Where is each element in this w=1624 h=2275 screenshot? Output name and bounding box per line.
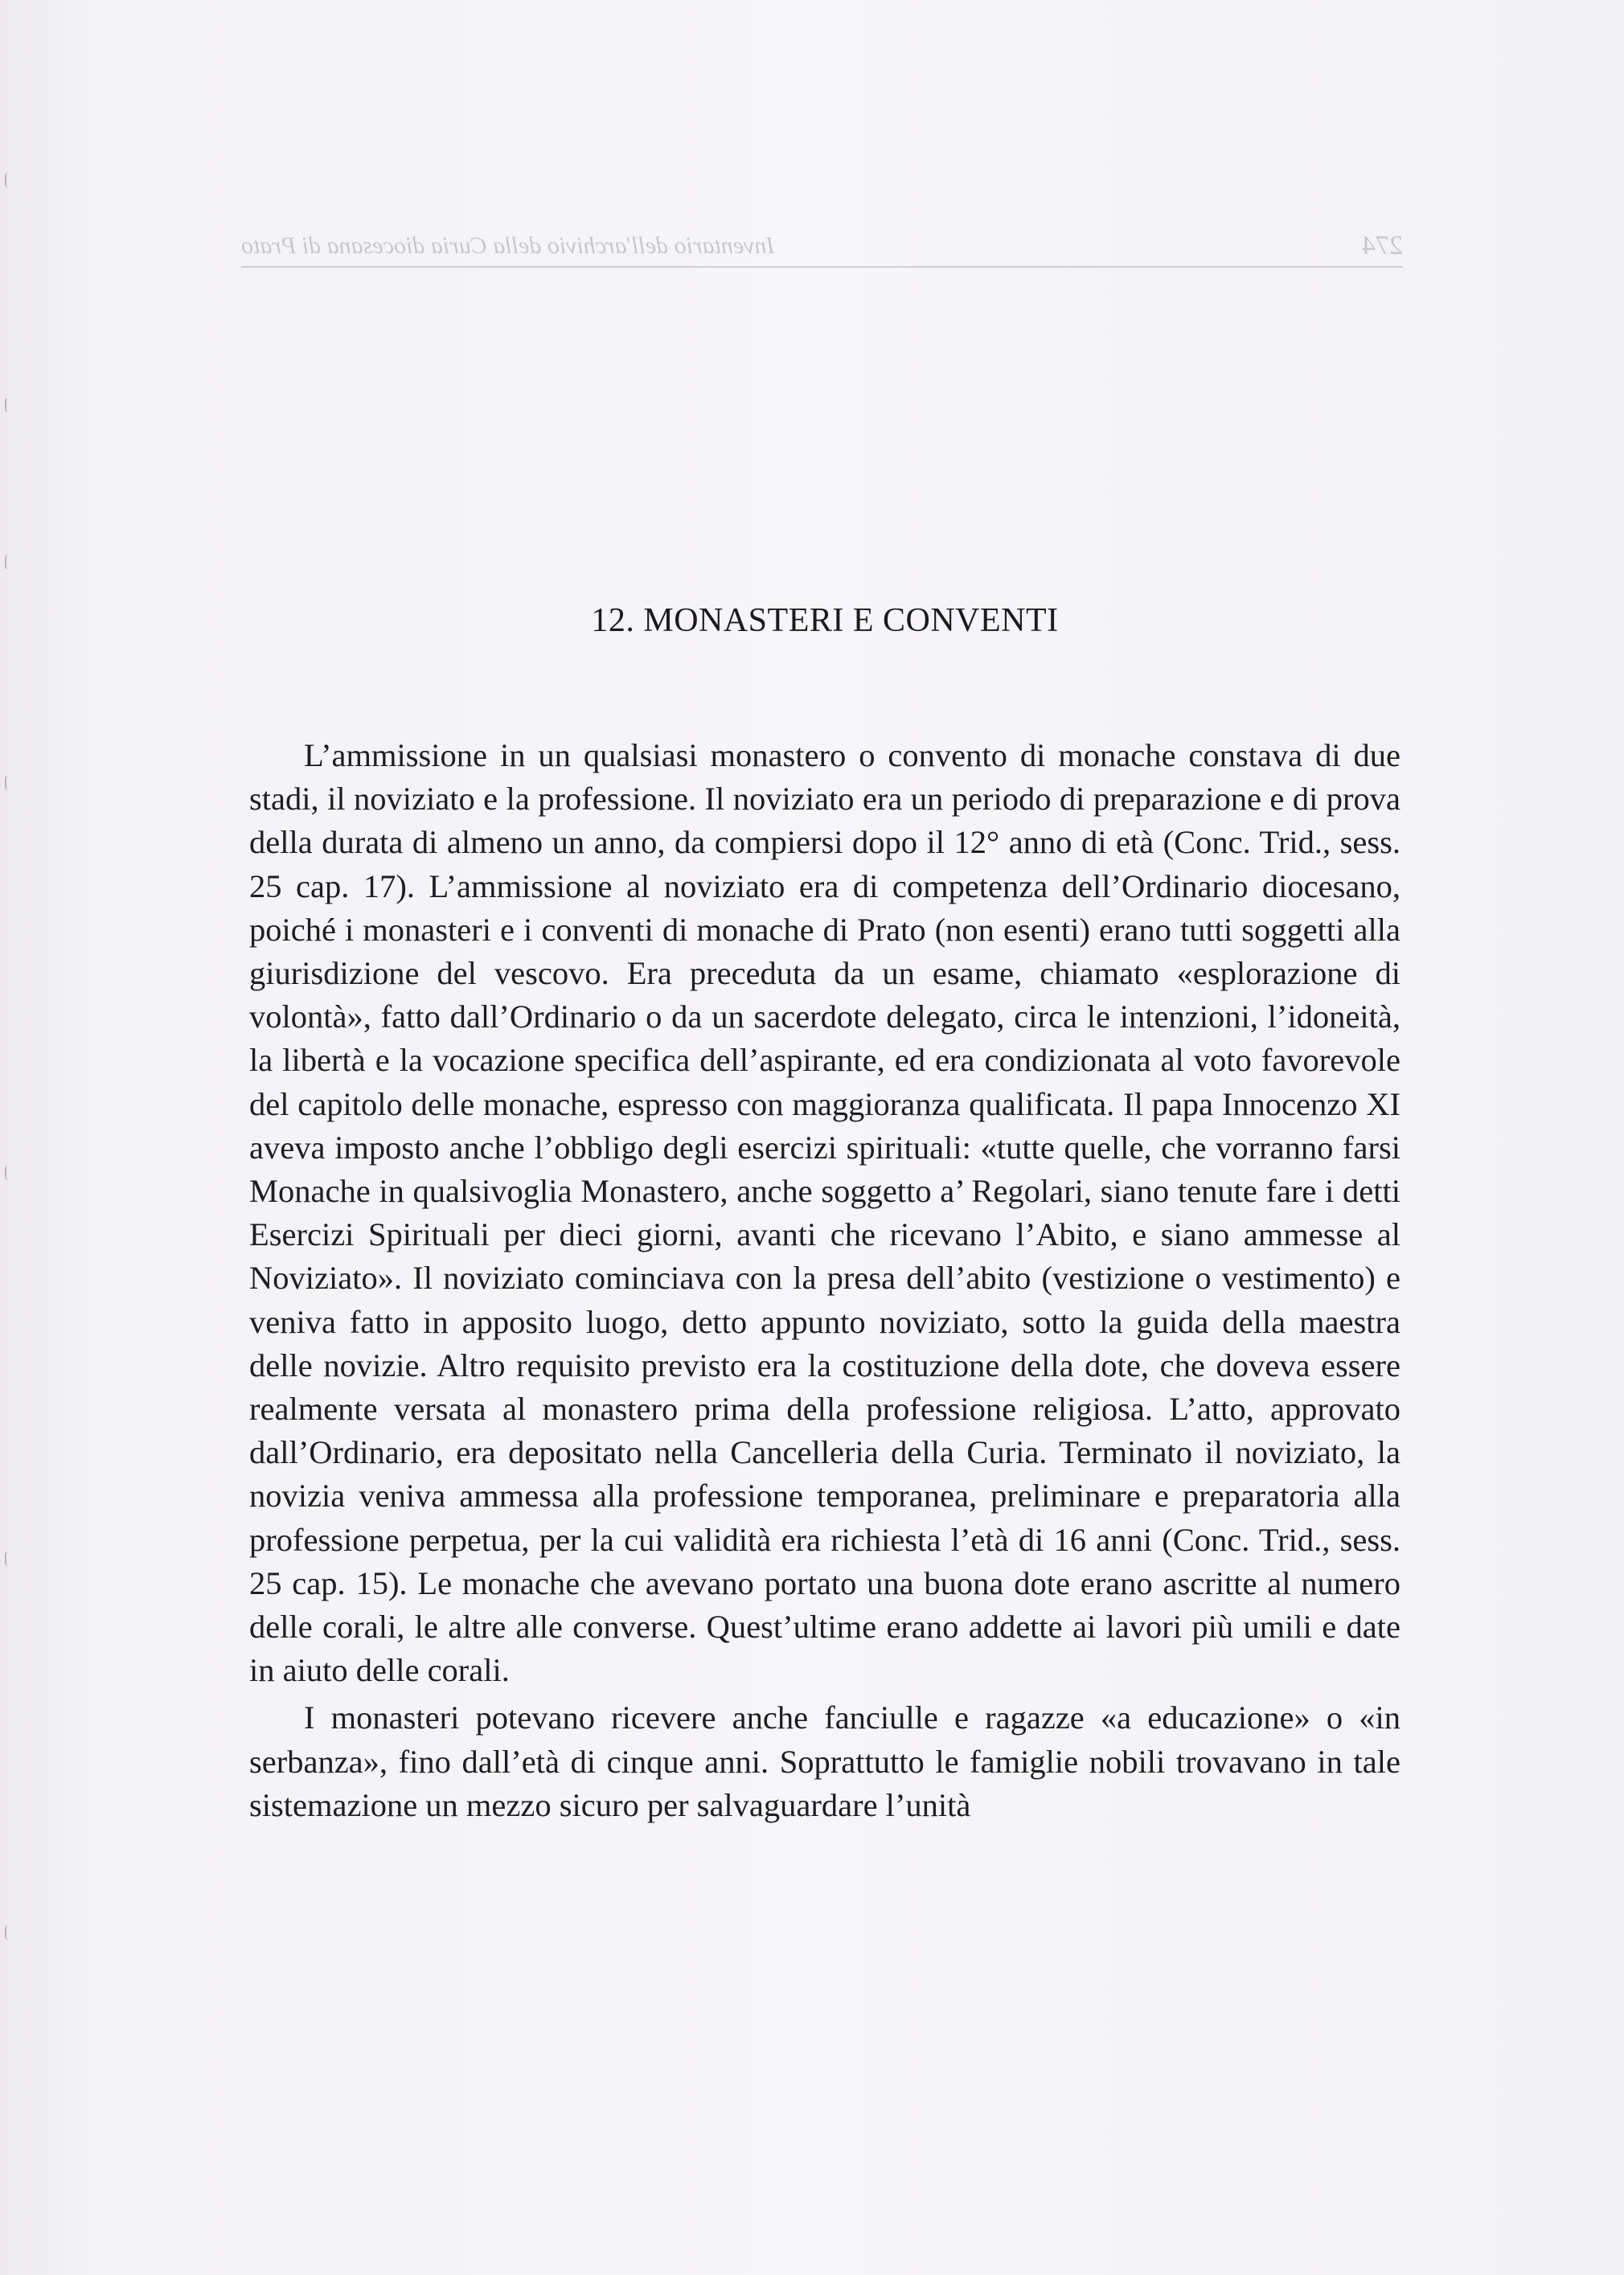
edge-mark	[5, 398, 11, 412]
edge-mark	[5, 555, 11, 569]
edge-mark	[5, 776, 11, 790]
paragraph-2: I monasteri potevano ricevere anche fanciulle e ragazze «a educazione» o «in serbanza», fino dall’età di cinque anni. Soprattutto le famiglie nobili trovavano in tale sistemazione un mezzo sicuro per salvaguardare l’unità	[249, 1699, 1400, 1823]
binding-edge-marks	[0, 0, 24, 2275]
edge-mark	[5, 1925, 11, 1940]
section-title: 12. MONASTERI E CONVENTI	[591, 602, 1059, 639]
body-text	[249, 734, 1400, 1827]
edge-mark	[5, 1552, 11, 1566]
edge-mark	[5, 173, 11, 187]
bleed-through-page-number: 274	[1362, 231, 1403, 260]
paragraph-1: L’ammissione in un qualsiasi monastero o convento di monache constava di due stadi, il noviziato e la professione. Il noviziato era un periodo di preparazione e di prova della durata di almeno un anno, da compiersi dopo il 12° anno di età (Conc. Trid., sess. 25 cap. 17). L’ammissione al noviziato era di competenza dell’Ordinario diocesano, poiché i monasteri e i conventi di monache di Prato (non esenti) erano tutti soggetti alla giurisdizione del vescovo. Era preceduta da un esame, chiamato «esplorazione di volontà», fatto dall’Ordinario o da un sacerdote delegato, circa le intenzioni, l’idoneità, la libertà e la vocazione specifica dell’aspirante, ed era condizionata al voto favorevole del capitolo delle monache, espresso con maggioranza qualificata. Il papa Innocenzo XI aveva imposto anche l’obbligo degli esercizi spirituali: «tutte quelle, che vorranno farsi Monache in qualsivoglia Monastero, anche soggetto a’ Regolari, siano tenute fare i detti Esercizi Spirituali per dieci giorni, avanti che ricevano l’Abito, e siano ammesse al Noviziato». Il noviziato cominciava con la presa dell’abito (vestizione o vestimento) e veniva fatto in apposito luogo, detto appunto noviziato, sotto la guida della maestra delle novizie. Altro requisito previsto era la costituzione della dote, che doveva essere realmente versata al monastero prima della professione religiosa. L’atto, approvato dall’Ordinario, era depositato nella Cancelleria della Curia. Terminato il noviziato, la novizia veniva ammessa alla professione temporanea, preliminare e preparatoria alla professione perpetua, per la cui validità era richiesta l’età di 16 anni (Conc. Trid., sess. 25 cap. 15). Le monache che avevano portato una buona dote erano ascritte al numero delle corali, le altre alle converse. Quest’ultime erano addette ai lavori più umili e date in aiuto delle corali.	[249, 737, 1400, 1689]
edge-mark	[5, 1166, 11, 1180]
bleed-through-header	[241, 229, 1403, 268]
bleed-through-running-title: Inventario dell'archivio della Curia diocesana di Prato	[241, 232, 775, 259]
